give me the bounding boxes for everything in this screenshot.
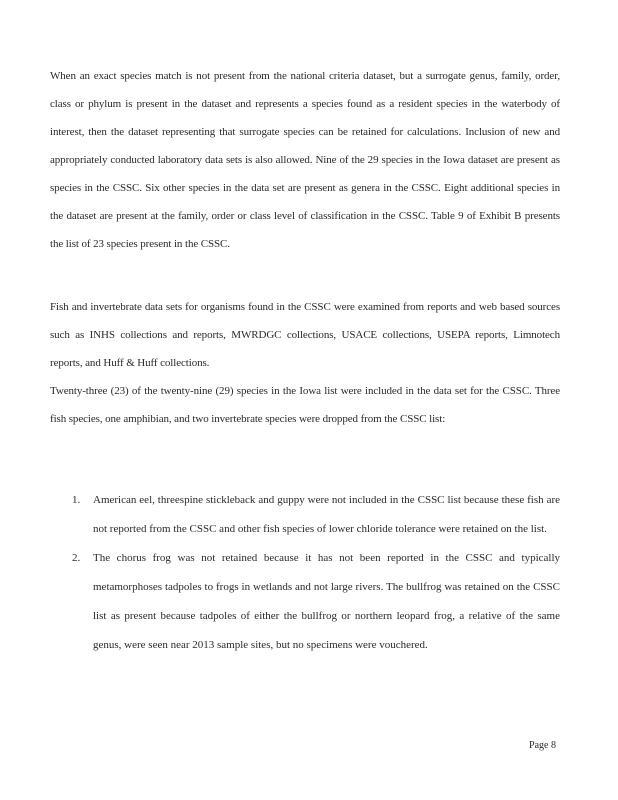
list-item bbox=[50, 544, 560, 660]
list-item bbox=[50, 486, 560, 544]
dropped-species-list bbox=[50, 486, 560, 660]
paragraph-species-dropped: Twenty-three (23) of the twenty-nine (29) species in the Iowa list were included in the data set for the CSSC. Three fish species, one amphibian, and two invertebrate species were dropped from the CSSC list: bbox=[50, 385, 560, 425]
list-item-number: 2. bbox=[72, 552, 81, 564]
paragraph-surrogate-species: When an exact species match is not present from the national criteria dataset, but a surrogate genus, family, order, class or phylum is present in the dataset and represents a species found as a resident species in the waterbody of interest, then the dataset representing that surrogate species can be retained for calculations. Inclusion of new and appropriately conducted laboratory data sets is also allowed. Nine of the 29 species in the Iowa dataset are present as species in the CSSC. Six other species in the data set are present as genera in the CSSC. Eight additional species in the dataset are present at the family, order or class level of classification in the CSSC. Table 9 of Exhibit B presents the list of 23 species present in the CSSC. bbox=[50, 70, 560, 250]
paragraph-data-sources: Fish and invertebrate data sets for organisms found in the CSSC were examined from reports and web based sources such as INHS collections and reports, MWRDGC collections, USACE collections, USEPA reports, Limnotech reports, and Huff & Huff collections. bbox=[50, 301, 560, 369]
page-number: Page 8 bbox=[529, 740, 556, 751]
list-item-number: 1. bbox=[72, 494, 81, 506]
list-item-text: American eel, threespine stickleback and guppy were not included in the CSSC list because these fish are not reported from the CSSC and other fish species of lower chloride tolerance were retained on the list. bbox=[93, 494, 560, 535]
list-item-text: The chorus frog was not retained because it has not been reported in the CSSC and typically metamorphoses tadpoles to frogs in wetlands and not large rivers. The bullfrog was retained on the CSSC list as present because tadpoles of either the bullfrog or northern leopard frog, a relative of the same genus, were seen near 2013 sample sites, but no specimens were vouchered. bbox=[93, 552, 560, 651]
